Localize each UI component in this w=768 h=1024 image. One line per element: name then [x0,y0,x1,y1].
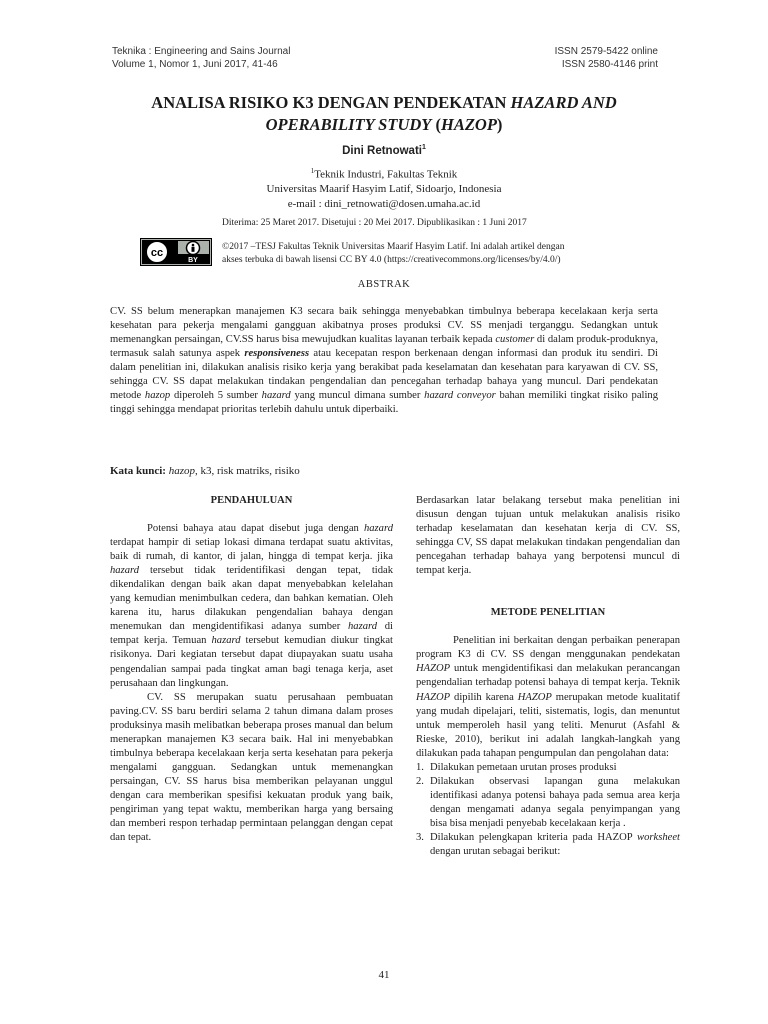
abstract-body: CV. SS belum menerapkan manajemen K3 secara baik sehingga menyebabkan timbulnya beberapa kecelakaan kerja serta kesehatan para pekerja mengalami gangguan akibatnya proses produksi CV. SS menjadi terganggu. Sedangkan untuk memenangkan persaingan, CV.SS harus bisa mewujudkan kualitas layanan terbaik kepada customer di dalam produk-produknya, termasuk salah satunya aspek responsiveness atau kecepatan respon berkenaan dengan informasi dan produk itu sendiri. Di dalam penelitian ini, dilakukan analisis risiko kerja yang berakibat pada keselamatan dan kesehatan para karyawan di CV. SS, sehingga CV. SS dapat melakukan tindakan pengendalian dan pencegahan terhadap bahaya yang muncul. Dari pendekatan metode hazop diperoleh 5 sumber hazard yang muncul dimana sumber hazard conveyor bahan memiliki tingkat risiko paling tinggi sehingga mendapat prioritas terlebih dahulu untuk diperbaiki. [110,306,659,415]
journal-volume: Volume 1, Nomor 1, Juni 2017, 41-46 [112,58,278,70]
cc-by-license-icon [140,238,212,266]
running-header-right [540,46,658,71]
procedure-list [416,761,680,859]
list-item: 2. Dilakukan observasi lapangan guna melakukan identifikasi adanya potensi bahaya pada semua area kerja dengan mengamati adanya segala penyimpangan yang bisa bisa menjadi penyebab kecelakaan kerja . [416,775,680,829]
article-dates: Diterima: 25 Maret 2017. Disetujui : 20 Mei 2017. Dipublikasikan : 1 Juni 2017 [222,218,527,228]
paragraph: Potensi bahaya atau dapat disebut juga dengan hazard terdapat hampir di setiap lokasi dimana terdapat suatu aktivitas, baik di rumah, di kantor, di jalan, hingga di tempat kerja. jika hazard tersebut tidak teridentifikasi dengan tepat, tidak dikendalikan dengan baik akan dapat menyebabkan kelelahan yang kemudian menimbulkan cedera, dan bahkan kematian. Oleh karena itu, harus dilakukan pengendalian bahaya dengan menemukan dan mengidentifikasi adanya sumber hazard di tempat kerja. Temuan hazard tersebut kemudian diukur tingkat risikonya. Dari kegiatan tersebut dapat diupayakan suatu usaha pengendalian sampai pada tingkat aman bagi tenaga kerja, aset perusahaan dan lingkungan. [110,523,393,689]
author-affiliation: $^1$Teknik Industri, Fakultas Teknik Universitas Maarif Hasyim Latif, Sidoarjo, Indonesia e-mail : dini_retnowati@dosen.umaha.ac.id [90,164,678,211]
page-number: 41 [378,969,390,981]
journal-name: Teknika : Engineering and Sains Journal [112,46,291,57]
keywords: Kata kunci: hazop, k3, risk matriks, risiko [110,465,300,477]
section-heading-pendahuluan: PENDAHULUAN [210,495,293,506]
right-column [416,494,680,859]
author-name: Dini Retnowati$^1$ [342,144,426,157]
paragraph: CV. SS merupakan suatu perusahaan pembuatan paving.CV. SS baru berdiri selama 2 tahun dimana dalam proses produksinya masih melibatkan beberapa proses manual dan belum menerapkan manajemen K3 secara baik. Hal ini menyebabkan timbulnya beberapa kecelakaan kerja serta kesehatan para pekerja mengalami gangguan. Sedangkan untuk memenangkan persaingan, CV. SS harus bisa memberikan pelayanan unggul dengan cara memberikan spesifisi kekuatan produk yang baik, pengiriman yang tepat waktu, memberikan harga yang bersaing dan memberi respon terhadap permintaan pelanggan dengan cepat dan tepat. [110,691,393,844]
issn-online: ISSN 2579-5422 online [554,46,658,57]
list-item: 1. Dilakukan pemetaan urutan proses produksi [416,761,617,773]
license-statement: ©2017 –TESJ Fakultas Teknik Universitas Maarif Hasyim Latif. Ini adalah artikel dengan akses terbuka di bawah lisensi CC BY 4.0 (https://creativecommons.org/licenses/by/4.0/) [222,242,565,265]
abstract-heading: ABSTRAK [357,279,411,290]
author-email: e-mail : dini_retnowati@dosen.umaha.ac.id [287,197,481,210]
paper-title: ANALISA RISIKO K3 DENGAN PENDEKATAN HAZARD AND OPERABILITY STUDY (HAZOP) [151,93,617,134]
svg-text:cc: cc [150,247,164,259]
list-item: 3. Dilakukan pelengkapan kriteria pada HAZOP worksheet dengan urutan sebagai berikut: [416,831,680,858]
svg-text:BY: BY [188,257,198,264]
keywords-label: Kata kunci: [110,465,166,477]
paragraph: Berdasarkan latar belakang tersebut maka penelitian ini disusun dengan tujuan untuk melakukan analisis risiko terhadap keselamatan dan kesehatan kerja di CV. SS, sehingga CV, SS dapat melakukan tindakan pengendalian dan pencegahan terhadap bahaya yang berpotensi muncul di tempat kerja. [416,495,680,577]
running-header-left [112,46,290,71]
paragraph: Penelitian ini berkaitan dengan perbaikan penerapan program K3 di CV. SS dengan menggunakan pendekatan HAZOP untuk mengidentifikasi dan melakukan perancangan pengendalian terhadap potensi bahaya di tempat kerja. Teknik HAZOP dipilih karena HAZOP merupakan metode kualitatif yang mudah dipelajari, teliti, sistematis, logis, dan menuntut untuk memperoleh hasil yang teliti. Menurut (Asfahl & Rieske, 2010), berikut ini adalah langkah-langkah yang dilakukan pada tahapan pengumpulan dan pengolahan data: [416,635,680,759]
left-column [110,494,393,845]
issn-print: ISSN 2580-4146 print [561,58,658,70]
section-heading-metode: METODE PENELITIAN [490,607,606,619]
